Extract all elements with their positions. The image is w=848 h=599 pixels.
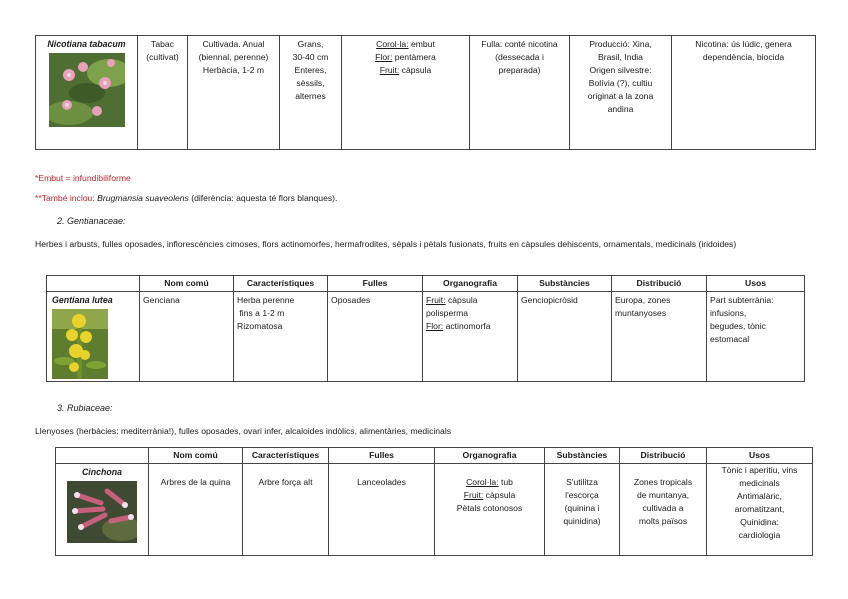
cinchona-photo — [67, 481, 137, 543]
substances: Genciopicròsid — [518, 292, 612, 382]
header-distribution: Distribució — [620, 448, 707, 464]
species-cell — [56, 464, 149, 556]
header-characteristics: Característiques — [243, 448, 329, 464]
header-empty — [47, 276, 140, 292]
organo-line — [438, 502, 541, 515]
tabacum-photo — [49, 53, 125, 127]
organo-label: Flor: — [426, 321, 444, 331]
uses: Tònic i aperitiu, vins medicinals Antimalàric, aromatitzant, Quinidina: cardiologia — [707, 464, 813, 556]
distribution: Europa, zones muntanyoses — [612, 292, 707, 382]
characteristics: Arbre força alt — [243, 464, 329, 556]
note-embut: *Embut = infundibiliforme — [35, 173, 131, 183]
organo-label: Corol·la: — [466, 477, 499, 487]
tabacum-table — [35, 35, 816, 150]
header-common-name: Nom comú — [149, 448, 243, 464]
organography — [342, 36, 470, 150]
organo-line — [426, 294, 514, 320]
organo-text: actinomorfa — [443, 321, 491, 331]
section-heading-gentianaceae: 2. Gentianaceae: — [57, 216, 126, 226]
organo-text: pentàmera — [392, 52, 436, 62]
gentiana-photo — [52, 309, 108, 379]
note-suffix: (diferència: aquesta té flors blanques). — [188, 193, 338, 203]
header-uses: Usos — [707, 448, 813, 464]
organo-line — [426, 320, 514, 333]
distribution: Producció: Xina, Brasil, India Origen silvestre: Bolívia (?), cultiu originat a la zona andina — [570, 36, 672, 150]
common-name: Tabac (cultivat) — [138, 36, 188, 150]
note-brugmansia — [35, 193, 337, 203]
characteristics: Cultivada. Anual (biennal, perenne) Herbàcia, 1-2 m — [188, 36, 280, 150]
organo-label: Fruit: — [379, 65, 400, 75]
organo-label: Corol·la: — [376, 39, 409, 49]
rubiaceae-table — [55, 447, 813, 556]
header-organography: Organografia — [435, 448, 545, 464]
section-heading-rubiaceae: 3. Rubiaceae: — [57, 403, 113, 413]
organography — [423, 292, 518, 382]
species-cell — [36, 36, 138, 150]
header-common-name: Nom comú — [140, 276, 234, 292]
organo-line — [345, 51, 466, 64]
header-uses: Usos — [707, 276, 805, 292]
common-name: Genciana — [140, 292, 234, 382]
header-distribution: Distribució — [612, 276, 707, 292]
organo-label: Fruit: — [463, 490, 484, 500]
organo-text: embut — [408, 39, 435, 49]
uses: Nicotina: ús lúdic, genera dependència, biocida — [672, 36, 816, 150]
species-cell — [47, 292, 140, 382]
header-empty — [56, 448, 149, 464]
species-name: Cinchona — [81, 467, 123, 477]
header-leaves: Fulles — [329, 448, 435, 464]
characteristics: Herba perenne fins a 1-2 m Rizomatosa — [234, 292, 328, 382]
distribution: Zones tropicals de muntanya, cultivada a molts països — [620, 464, 707, 556]
gentianaceae-description: Herbes i arbusts, fulles oposades, inflorescències cimoses, flors actinomorfes, hermafrodites, sèpals i pètals fusionats, fruits en càpsules dehiscents, ornamentals, medicinals (iridoides) — [35, 239, 737, 249]
uses: Part subterrània: infusions, begudes, tònic estomacal — [707, 292, 805, 382]
gentianaceae-table — [46, 275, 805, 382]
organo-text: tub — [498, 477, 513, 487]
organo-line — [438, 476, 541, 489]
note-species: Brugmansia suaveolens — [97, 193, 189, 203]
species-name: Gentiana lutea — [52, 295, 113, 305]
header-characteristics: Característiques — [234, 276, 328, 292]
substances: Fulla: conté nicotina (dessecada i preparada) — [470, 36, 570, 150]
header-substances: Substàncies — [518, 276, 612, 292]
organography — [435, 464, 545, 556]
organo-text: càpsula — [399, 65, 432, 75]
organo-label: Flor: — [375, 52, 393, 62]
organo-line — [345, 38, 466, 51]
common-name: Arbres de la quina — [149, 464, 243, 556]
header-substances: Substàncies — [545, 448, 620, 464]
rubiaceae-description: Llenyoses (herbàcies: mediterrània!), fulles oposades, ovari infer, alcaloides indòlics, alimentàries, medicinals — [35, 426, 452, 436]
note-prefix: **També inclou: — [35, 193, 98, 203]
organo-label: Fruit: — [426, 295, 446, 305]
header-leaves: Fulles — [328, 276, 423, 292]
substances: S'utilitza l'escorça (quinina i quinidina) — [545, 464, 620, 556]
leaves: Grans, 30-40 cm Enteres, sèssils, alternes — [280, 36, 342, 150]
organo-text: càpsula polisperma — [426, 295, 478, 318]
organo-text: càpsula — [483, 490, 516, 500]
leaves: Oposades — [328, 292, 423, 382]
header-organography: Organografia — [423, 276, 518, 292]
species-name: Nicotiana tabacum — [47, 39, 126, 49]
organo-line — [345, 64, 466, 77]
organo-line — [438, 489, 541, 502]
leaves: Lanceolades — [329, 464, 435, 556]
organo-text: Pètals cotonosos — [456, 503, 523, 513]
